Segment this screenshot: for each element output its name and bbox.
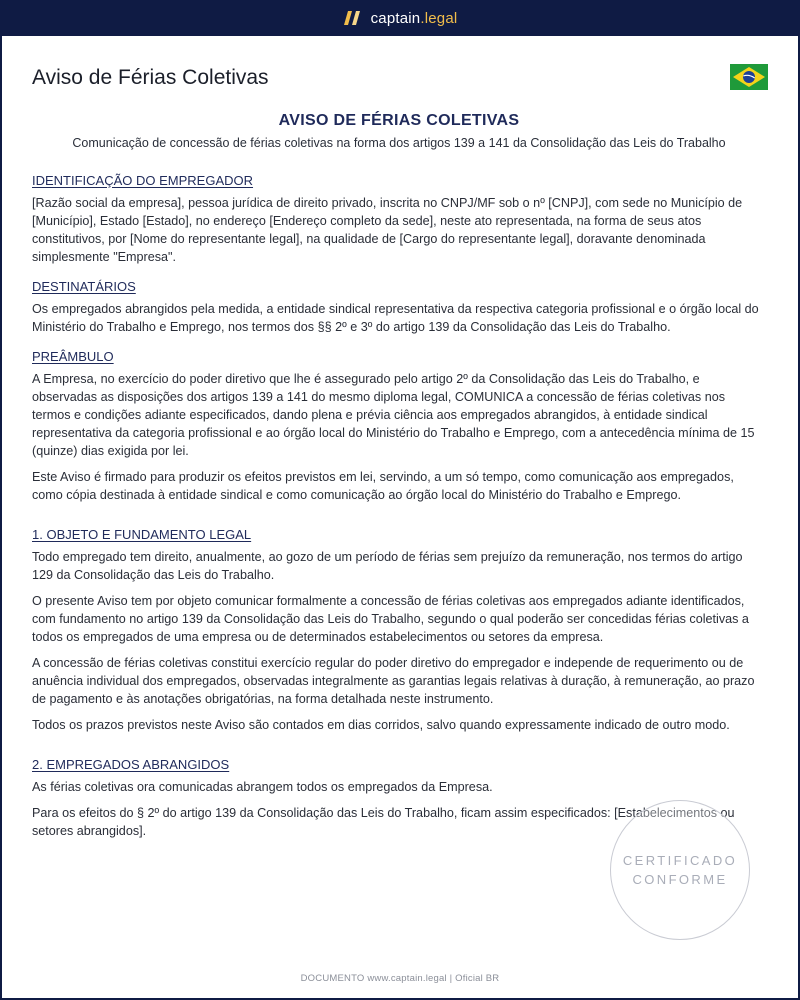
paragraph: [Razão social da empresa], pessoa jurídica de direito privado, inscrita no CNPJ/MF sob o nº [CNPJ], com sede no Município de [Município], Estado [Estado], no endereço [Endereço completo da sede], neste ato representada, na forma de seus atos constitutivos, por [Nome do representante legal], na qualidade de [Cargo do representante legal], doravante denominada simplesmente "Empresa". (32, 196, 743, 264)
brand-domain: .legal (420, 9, 458, 27)
document-footer: DOCUMENTO www.captain.legal | Oficial BR (300, 973, 500, 984)
seal-line-1: CERTIFICADO (622, 853, 738, 868)
captain-legal-logo-icon (343, 10, 363, 26)
paragraph: Todos os prazos previstos neste Aviso são contados em dias corridos, salvo quando expressamente indicado de outro modo. (32, 718, 730, 732)
document-subheading: Comunicação de concessão de férias coletivas na forma dos artigos 139 a 141 da Consolidação das Leis do Trabalho (72, 136, 726, 150)
section-title: PREÂMBULO (32, 349, 114, 364)
section-title: IDENTIFICAÇÃO DO EMPREGADOR (32, 173, 254, 188)
paragraph: Para os efeitos do § 2º do artigo 139 da Consolidação das Leis do Trabalho, ficam assim especificados: [Estabelecimentos ou setores abrangidos]. (32, 806, 735, 838)
paragraph: O presente Aviso tem por objeto comunicar formalmente a concessão de férias coletivas aos empregados adiante identificados, com fundamento no artigo 139 da Consolidação das Leis do Trabalho, segundo o qual poderão ser concedidas férias coletivas a todos os empregados de uma empresa ou de determinados estabelecimentos ou setores da empresa. (32, 594, 749, 644)
certification-seal (610, 800, 750, 940)
paragraph: Este Aviso é firmado para produzir os efeitos previstos em lei, servindo, a um só tempo, como comunicação aos empregados, como cópia destinada à entidade sindical e como comunicação ao órgão local do Ministério do Trabalho e Emprego. (32, 470, 734, 502)
section-objeto (32, 526, 766, 734)
section-destinatarios (32, 278, 766, 336)
document-header (32, 66, 768, 92)
document-body (32, 112, 766, 852)
brazil-flag-icon (730, 64, 768, 90)
section-title: 1. OBJETO E FUNDAMENTO LEGAL (32, 527, 252, 542)
section-preambulo (32, 348, 766, 504)
paragraph: A Empresa, no exercício do poder diretivo que lhe é assegurado pelo artigo 2º da Consolidação das Leis do Trabalho, e observadas as disposições dos artigos 139 a 141 do mesmo diploma legal, COMUNICA a concessão de férias coletivas nos termos e condições adiante especificados, dando plena e prévia ciência aos empregados abrangidos, à entidade sindical representativa da categoria profissional e ao órgão local do Ministério do Trabalho e Emprego, com a antecedência mínima de 15 (quinze) dias exigida por lei. (32, 372, 755, 458)
paragraph: Todo empregado tem direito, anualmente, ao gozo de um período de férias sem prejuízo da remuneração, nos termos do artigo 129 da Consolidação das Leis do Trabalho. (32, 550, 743, 582)
brand-name: captain.legal (370, 9, 458, 27)
paragraph: A concessão de férias coletivas constitui exercício regular do poder diretivo do empregador e independe de requerimento ou de anuência individual dos empregados, observadas integralmente as garantias legais relativas à duração, à remuneração, ao prazo de pagamento e às anotações obrigatórias, na forma detalhada neste instrumento. (32, 656, 755, 706)
seal-line-2: CONFORME (632, 872, 728, 887)
section-title: DESTINATÁRIOS (32, 279, 136, 294)
document-title: Aviso de Férias Coletivas (32, 66, 269, 89)
section-title: 2. EMPREGADOS ABRANGIDOS (32, 757, 230, 772)
document-sheet (2, 36, 798, 998)
paragraph: Os empregados abrangidos pela medida, a entidade sindical representativa da respectiva categoria profissional e o órgão local do Ministério do Trabalho e Emprego, nos termos dos §§ 2º e 3º do artigo 139 da Consolidação das Leis do Trabalho. (32, 302, 759, 334)
top-bar (0, 0, 800, 36)
section-identificacao (32, 172, 766, 266)
document-main-heading: AVISO DE FÉRIAS COLETIVAS (278, 112, 520, 129)
brand-logo[interactable] (343, 10, 458, 27)
paragraph: As férias coletivas ora comunicadas abrangem todos os empregados da Empresa. (32, 780, 493, 794)
